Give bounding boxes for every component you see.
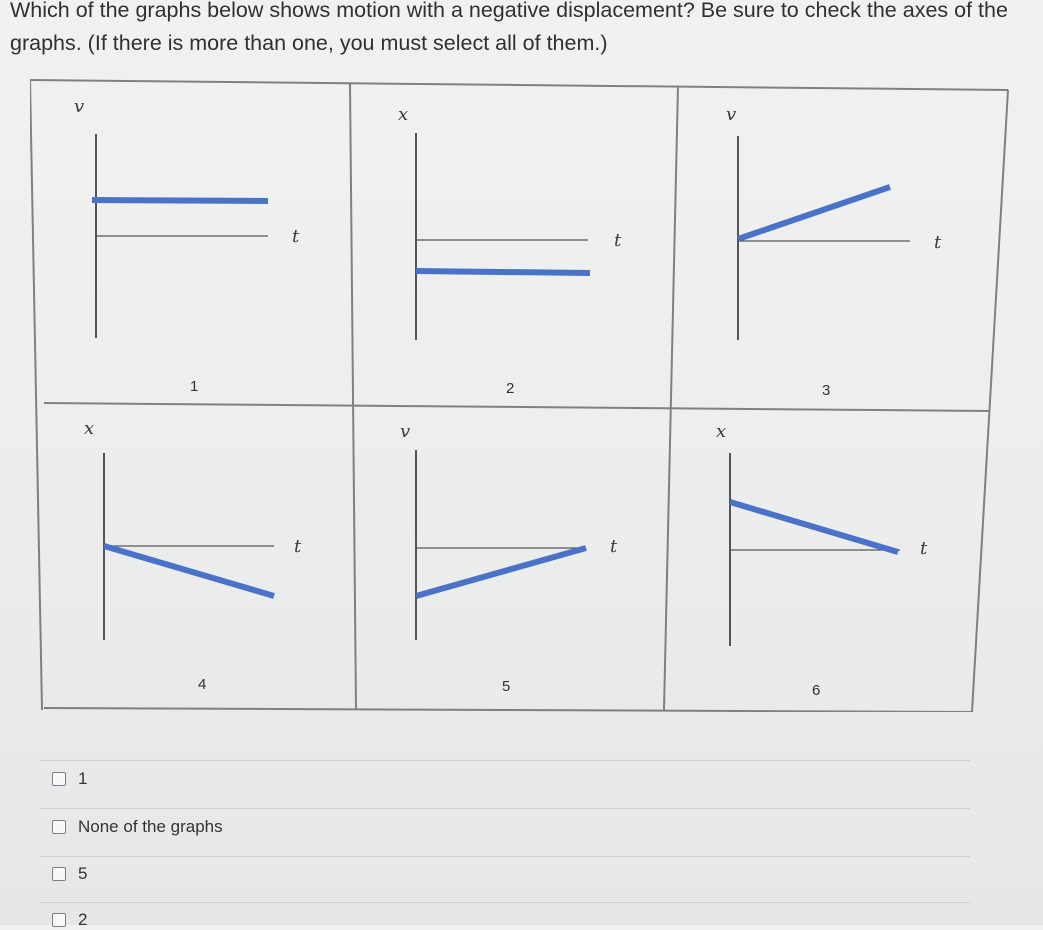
option-none[interactable] xyxy=(52,817,223,837)
graph-4-number: 4 xyxy=(198,676,207,693)
graph-1-plot-line xyxy=(92,200,268,201)
graph-1-x-label: t xyxy=(292,226,300,247)
graph-4-y-label: x xyxy=(84,418,95,439)
option-none-label: None of the graphs xyxy=(78,817,223,836)
graph-2-plot-line xyxy=(416,271,590,273)
graph-3-plot-line xyxy=(738,187,890,239)
option-1-checkbox[interactable] xyxy=(52,772,66,786)
graph-1-number: 1 xyxy=(190,378,199,395)
option-1[interactable] xyxy=(52,769,87,789)
graph-6-number: 6 xyxy=(812,682,821,699)
graph-1 xyxy=(92,134,268,338)
graph-5-plot-line xyxy=(416,548,586,596)
graph-4 xyxy=(104,453,274,640)
graph-2-y-label: x xyxy=(398,104,409,125)
option-5-checkbox[interactable] xyxy=(52,867,66,881)
option-divider xyxy=(40,808,970,809)
graph-4-x-label: t xyxy=(294,536,302,557)
option-divider xyxy=(40,856,970,857)
graph-5-number: 5 xyxy=(502,678,511,695)
option-none-checkbox[interactable] xyxy=(52,820,66,834)
option-divider xyxy=(40,760,970,761)
question-text: Which of the graphs below shows motion with a negative displacement? Be sure to check the axes of the graphs. (If there is more than one, you must select all of them.) xyxy=(10,0,1008,55)
graph-3-x-label: t xyxy=(934,232,942,253)
option-5[interactable] xyxy=(52,864,87,884)
graph-2-x-label: t xyxy=(614,230,622,251)
option-5-label: 5 xyxy=(78,864,88,883)
graph-6-x-label: t xyxy=(920,538,928,559)
graphs-svg xyxy=(30,78,1012,712)
graph-6 xyxy=(730,453,900,646)
graph-5-y-label: v xyxy=(400,421,411,442)
graph-1-y-label: v xyxy=(74,96,85,117)
graph-3-y-label: v xyxy=(726,104,737,125)
graph-6-y-label: x xyxy=(716,421,727,442)
graph-6-plot-line xyxy=(730,502,898,552)
option-2[interactable] xyxy=(52,910,87,930)
option-1-label: 1 xyxy=(78,769,88,788)
graph-3 xyxy=(738,136,910,340)
option-2-label: 2 xyxy=(78,910,88,929)
graph-4-plot-line xyxy=(104,546,274,596)
graph-2-number: 2 xyxy=(506,380,515,397)
grid-borders xyxy=(30,80,1008,712)
graph-3-number: 3 xyxy=(822,382,831,399)
option-divider xyxy=(40,902,970,903)
graph-2 xyxy=(416,133,590,340)
graphs-grid xyxy=(30,78,1012,712)
graph-5 xyxy=(416,450,586,640)
graph-5-x-label: t xyxy=(610,536,618,557)
